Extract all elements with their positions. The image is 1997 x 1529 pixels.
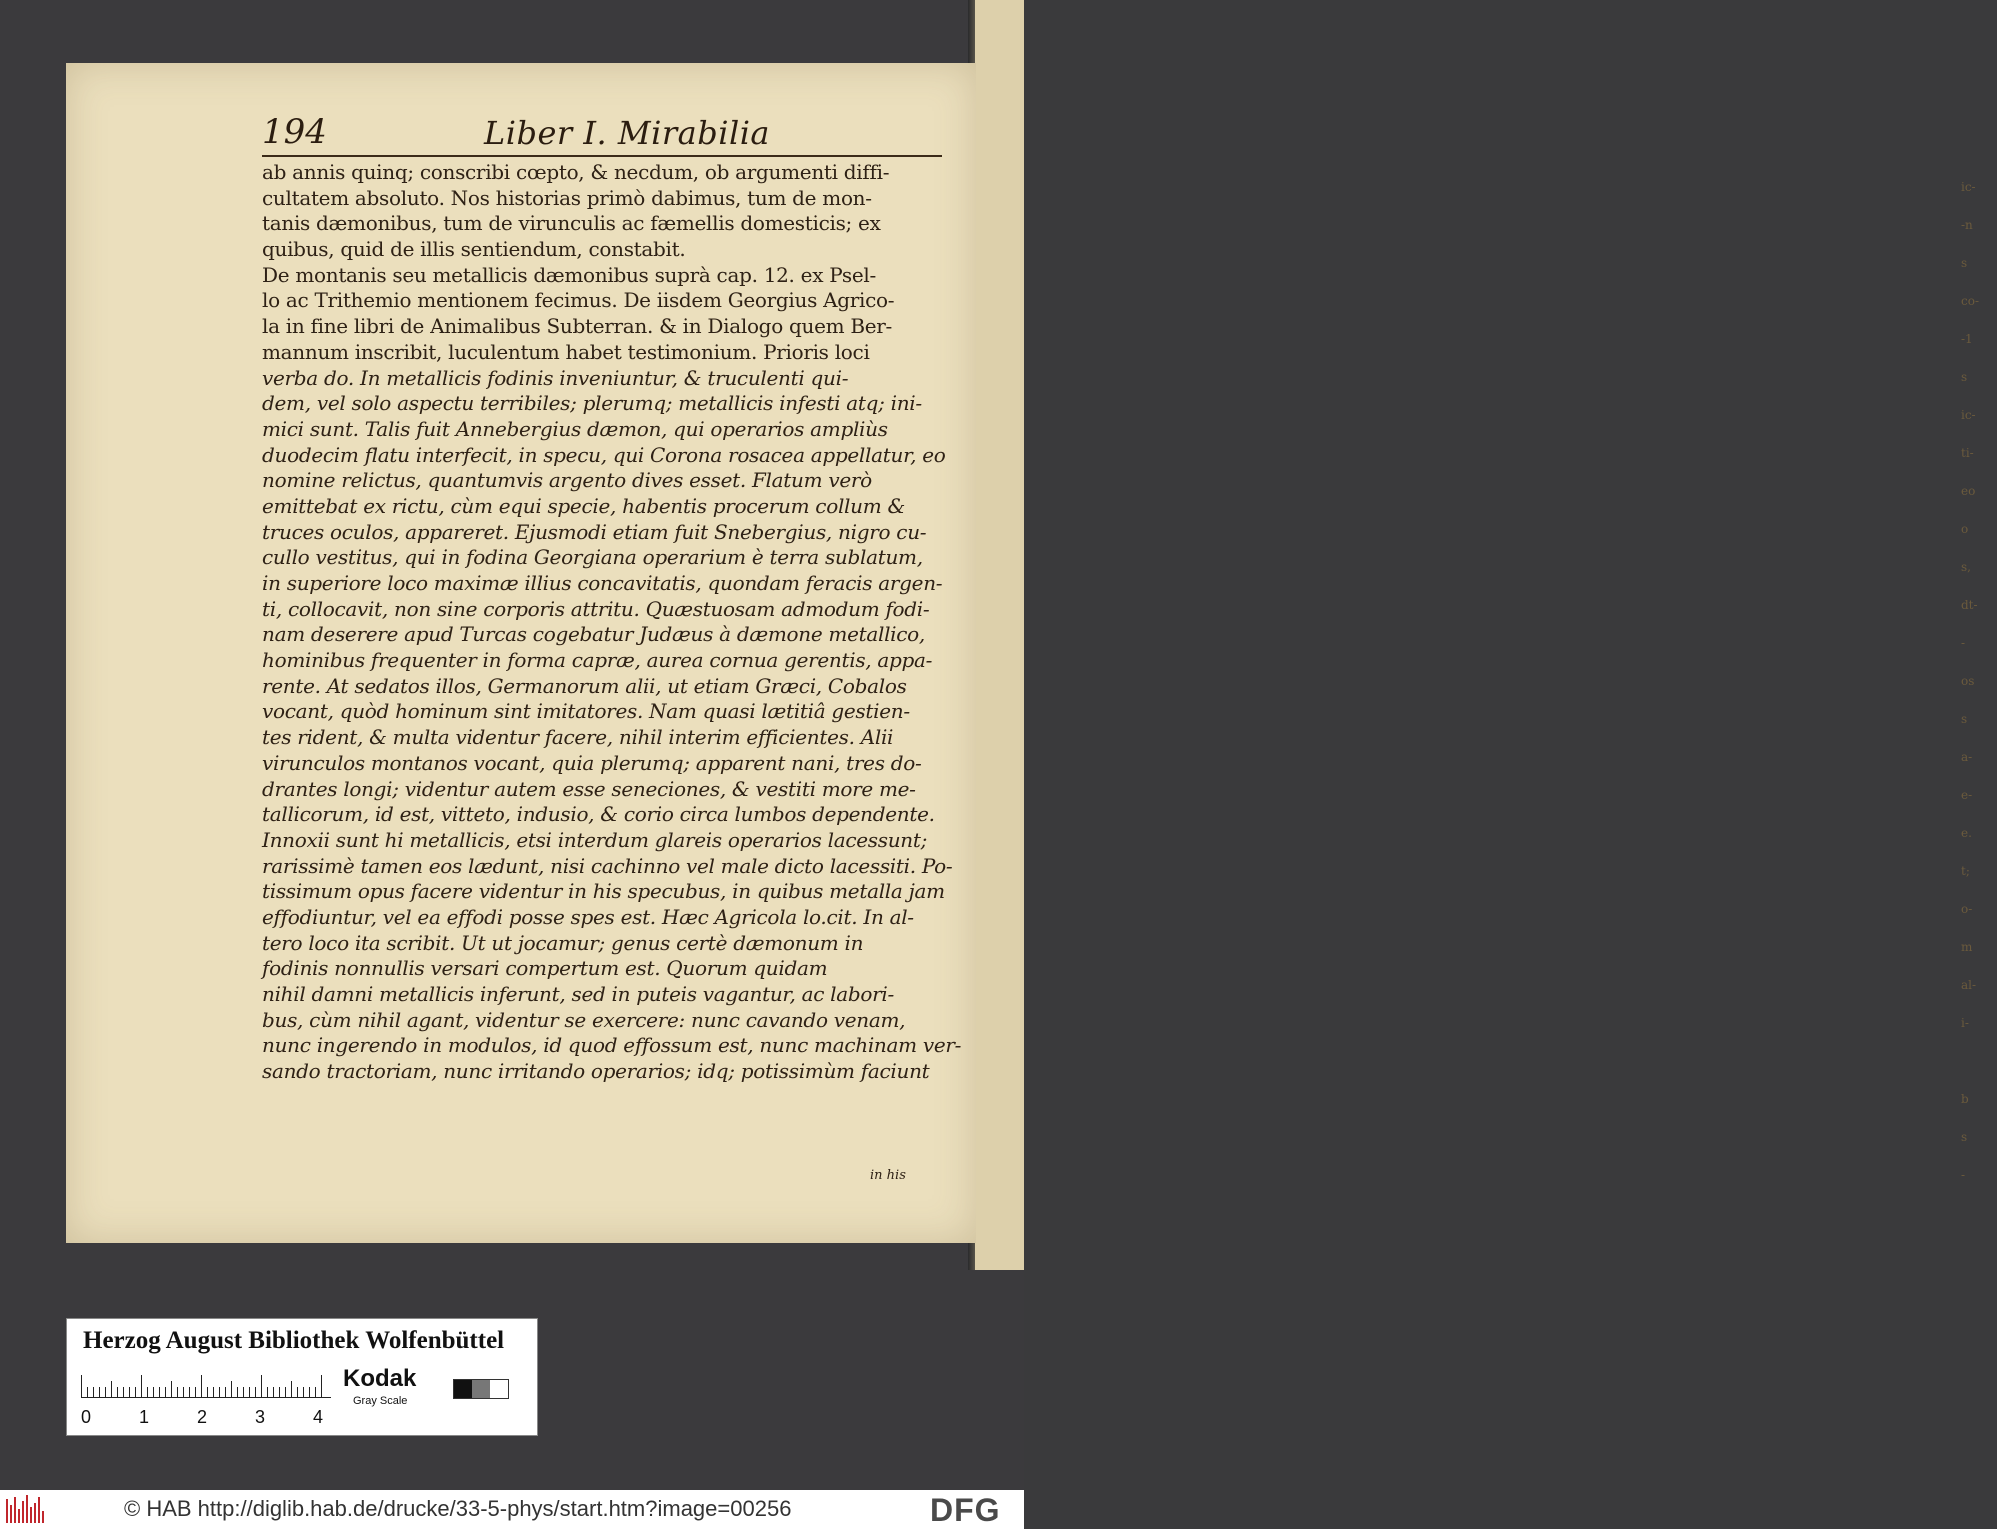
facing-page-fragment: dt- — [1961, 598, 1978, 612]
ruler-tick — [141, 1375, 142, 1397]
barcode-bar — [38, 1497, 40, 1523]
ruler-tick — [99, 1387, 100, 1397]
ruler-tick — [123, 1387, 124, 1397]
ruler-tick — [267, 1387, 268, 1397]
ruler-tick — [219, 1387, 220, 1397]
kodak-subtitle: Gray Scale — [353, 1395, 408, 1407]
ruler-tick — [231, 1381, 232, 1397]
text-line: truces oculos, appareret. Ejusmodi etiam fuit Snebergius, nigro cu- — [262, 519, 927, 544]
ruler-tick — [165, 1387, 166, 1397]
head-rule — [262, 155, 942, 157]
facing-page-fragment: ic- — [1961, 408, 1976, 422]
barcode-bar — [30, 1507, 32, 1523]
ruler-tick — [213, 1387, 214, 1397]
facing-page-fragment: os — [1961, 674, 1975, 688]
ruler-tick — [81, 1375, 82, 1397]
text-line: la in fine libri de Animalibus Subterran. & in Dialogo quem Ber- — [262, 314, 892, 339]
ruler-tick — [243, 1387, 244, 1397]
text-line: cultatem absoluto. Nos historias primò dabimus, tum de mon- — [262, 185, 872, 210]
facing-page-fragment: t; — [1961, 864, 1970, 878]
facing-page-fragment: -n — [1961, 218, 1973, 232]
facing-page-fragment — [1961, 1054, 1997, 1092]
ruler-tick — [291, 1381, 292, 1397]
barcode-bar — [26, 1495, 28, 1523]
facing-page-fragment: - — [1961, 1168, 1966, 1182]
ruler-tick — [303, 1387, 304, 1397]
ruler-tick — [255, 1387, 256, 1397]
catchword: in his — [870, 1168, 906, 1183]
text-line: tissimum opus facere videntur in his specubus, in quibus metalla jam — [262, 879, 945, 904]
text-line: quibus, quid de illis sentiendum, constabit. — [262, 237, 686, 262]
text-line: virunculos montanos vocant, quia plerumq; apparent nani, tres do- — [262, 750, 922, 775]
facing-page-fragment: s — [1961, 1130, 1968, 1144]
barcode-bar — [42, 1511, 44, 1523]
ruler-label: 4 — [313, 1407, 324, 1427]
ruler-tick — [237, 1387, 238, 1397]
text-line: dem, vel solo aspectu terribiles; plerumq; metallicis infesti atq; ini- — [262, 391, 922, 416]
barcode-bar — [18, 1509, 20, 1523]
ruler-label: 2 — [197, 1407, 208, 1427]
text-line: tallicorum, id est, vitteto, indusio, & corio circa lumbos dependente. — [262, 802, 935, 827]
facing-page-fragment: ic- — [1961, 180, 1976, 194]
ruler-tick — [315, 1387, 316, 1397]
barcode-bar — [6, 1499, 8, 1523]
text-line: nomine relictus, quantumvis argento dives esset. Flatum verò — [262, 468, 872, 493]
facing-page-fragment: eo — [1961, 484, 1976, 498]
ruler-tick — [177, 1387, 178, 1397]
ruler-tick — [111, 1381, 112, 1397]
ruler-label: 3 — [255, 1407, 266, 1427]
text-line: nihil damni metallicis inferunt, sed in puteis vagantur, ac labori- — [262, 982, 894, 1006]
facing-page-fragment: o- — [1961, 902, 1973, 916]
body-text — [262, 160, 962, 1085]
text-line: effodiuntur, vel ea effodi posse spes est. Hæc Agricola lo.cit. In al- — [262, 904, 914, 929]
text-line: tero loco ita scribit. Ut ut jocamur; genus certè dæmonum in — [262, 930, 864, 955]
text-line: tanis dæmonibus, tum de virunculis ac fæmellis domesticis; ex — [262, 211, 881, 236]
ruler-tick — [297, 1387, 298, 1397]
facing-page-fragment: e. — [1961, 826, 1972, 840]
gray-scale-patches — [453, 1379, 509, 1399]
ruler-tick — [183, 1387, 184, 1397]
text-line: emittebat ex rictu, cùm equi specie, habentis procerum collum & — [262, 493, 905, 518]
facing-page-fragment: s, — [1961, 560, 1971, 574]
text-line: verba do. In metallicis fodinis inveniuntur, & truculenti qui- — [262, 365, 849, 390]
ruler-tick — [153, 1387, 154, 1397]
facing-page-fragments — [1961, 180, 1997, 1206]
facing-page-fragment: e- — [1961, 788, 1973, 802]
text-line: bus, cùm nihil agant, videntur se exercere: nunc cavando venam, — [262, 1007, 906, 1032]
ruler-tick — [87, 1387, 88, 1397]
text-line: tes rident, & multa videntur facere, nihil interim efficientes. Alii — [262, 725, 894, 750]
text-line: Innoxii sunt hi metallicis, etsi interdum glareis operarios lacessunt; — [262, 827, 928, 852]
ruler-tick — [225, 1387, 226, 1397]
ruler-label: 1 — [139, 1407, 150, 1427]
facing-page-fragment: s — [1961, 370, 1968, 384]
ruler-tick — [189, 1387, 190, 1397]
text-line: nunc ingerendo in modulos, id quod effossum est, nunc machinam ver- — [262, 1033, 962, 1058]
text-line: ab annis quinq; conscribi cœpto, & necdum, ob argumenti diffi- — [262, 160, 890, 184]
text-line: vocant, quòd hominum sint imitatores. Nam quasi lætitiâ gestien- — [262, 699, 910, 724]
facing-page-fragment: ti- — [1961, 446, 1974, 460]
ruler-tick — [195, 1387, 196, 1397]
ruler-label: 0 — [81, 1407, 92, 1427]
ruler-tick — [321, 1375, 322, 1397]
text-line: cullo vestitus, qui in fodina Georgiana operarium è terra sublatum, — [262, 545, 923, 570]
barcode-bar — [10, 1505, 12, 1523]
ruler-tick — [117, 1387, 118, 1397]
text-line: fodinis nonnullis versari compertum est. Quorum quidam — [262, 956, 828, 981]
ruler-tick — [279, 1387, 280, 1397]
facing-page-edge — [975, 0, 1979, 1270]
text-line: mici sunt. Talis fuit Annebergius dæmon, qui operarios ampliùs — [262, 416, 888, 441]
text-line: mannum inscribit, luculentum habet testimonium. Prioris loci — [262, 339, 870, 364]
dfg-logo: DFG — [930, 1492, 1001, 1528]
barcode-bar — [34, 1503, 36, 1523]
text-line: drantes longi; videntur autem esse seneciones, & vestiti more me- — [262, 776, 916, 801]
scale-ruler — [81, 1375, 331, 1398]
text-line: nam deserere apud Turcas cogebatur Judæus à dæmone metallico, — [262, 622, 925, 647]
kodak-logo: Kodak — [343, 1365, 417, 1392]
ruler-tick — [147, 1387, 148, 1397]
ruler-tick — [129, 1387, 130, 1397]
text-line: rarissimè tamen eos lædunt, nisi cachinno vel male dicto lacessiti. Po- — [262, 853, 953, 878]
facing-page-fragment: co- — [1961, 294, 1979, 308]
ruler-tick — [309, 1387, 310, 1397]
text-line: ti, collocavit, non sine corporis attritu. Quæstuosam admodum fodi- — [262, 596, 930, 621]
ruler-tick — [207, 1387, 208, 1397]
text-line: hominibus frequenter in forma capræ, aurea cornua gerentis, appa- — [262, 648, 933, 673]
ruler-tick — [285, 1387, 286, 1397]
ruler-tick — [273, 1387, 274, 1397]
facing-page-fragment: al- — [1961, 978, 1977, 992]
footer-citation-link[interactable]: © HAB http://diglib.hab.de/drucke/33-5-phys/start.htm?image=00256 — [124, 1496, 792, 1521]
text-line: rente. At sedatos illos, Germanorum alii, ut etiam Græci, Cobalos — [262, 673, 907, 698]
ruler-tick — [261, 1375, 262, 1397]
color-target-card — [66, 1318, 538, 1436]
facing-page-fragment: a- — [1961, 750, 1973, 764]
ruler-tick — [135, 1387, 136, 1397]
facing-page-fragment: -1 — [1961, 332, 1973, 346]
ruler-tick — [171, 1381, 172, 1397]
ruler-tick — [93, 1387, 94, 1397]
page-number: 194 — [262, 112, 327, 152]
facing-page-fragment: o — [1961, 522, 1969, 536]
institution-name: Herzog August Bibliothek Wolfenbüttel — [83, 1327, 505, 1354]
facing-page-fragment: i- — [1961, 1016, 1969, 1030]
facing-page-fragment: m — [1961, 940, 1973, 954]
text-line: lo ac Trithemio mentionem fecimus. De iisdem Georgius Agrico- — [262, 288, 895, 313]
facing-page-fragment: b — [1961, 1092, 1969, 1106]
text-line: in superiore loco maximæ illius concavitatis, quondam feracis argen- — [262, 571, 943, 595]
ruler-tick — [105, 1387, 106, 1397]
facing-page-fragment: - — [1961, 636, 1966, 650]
text-line: sando tractoriam, nunc irritando operarios; idq; potissimùm faciunt — [262, 1059, 930, 1084]
barcode-bar — [22, 1501, 24, 1523]
ruler-tick — [249, 1387, 250, 1397]
ruler-tick — [201, 1375, 202, 1397]
ruler-tick — [159, 1387, 160, 1397]
facing-page-fragment: s — [1961, 256, 1968, 270]
running-head-title: Liber I. Mirabilia — [484, 114, 770, 152]
text-line: duodecim flatu interfecit, in specu, qui Corona rosacea appellatur, eo — [262, 442, 946, 467]
barcode-bar — [14, 1497, 16, 1523]
facing-page-fragment: s — [1961, 712, 1968, 726]
text-line: De montanis seu metallicis dæmonibus suprà cap. 12. ex Psel- — [262, 262, 876, 287]
footer-bar — [0, 1490, 1024, 1529]
barcode-icon — [6, 1495, 46, 1523]
